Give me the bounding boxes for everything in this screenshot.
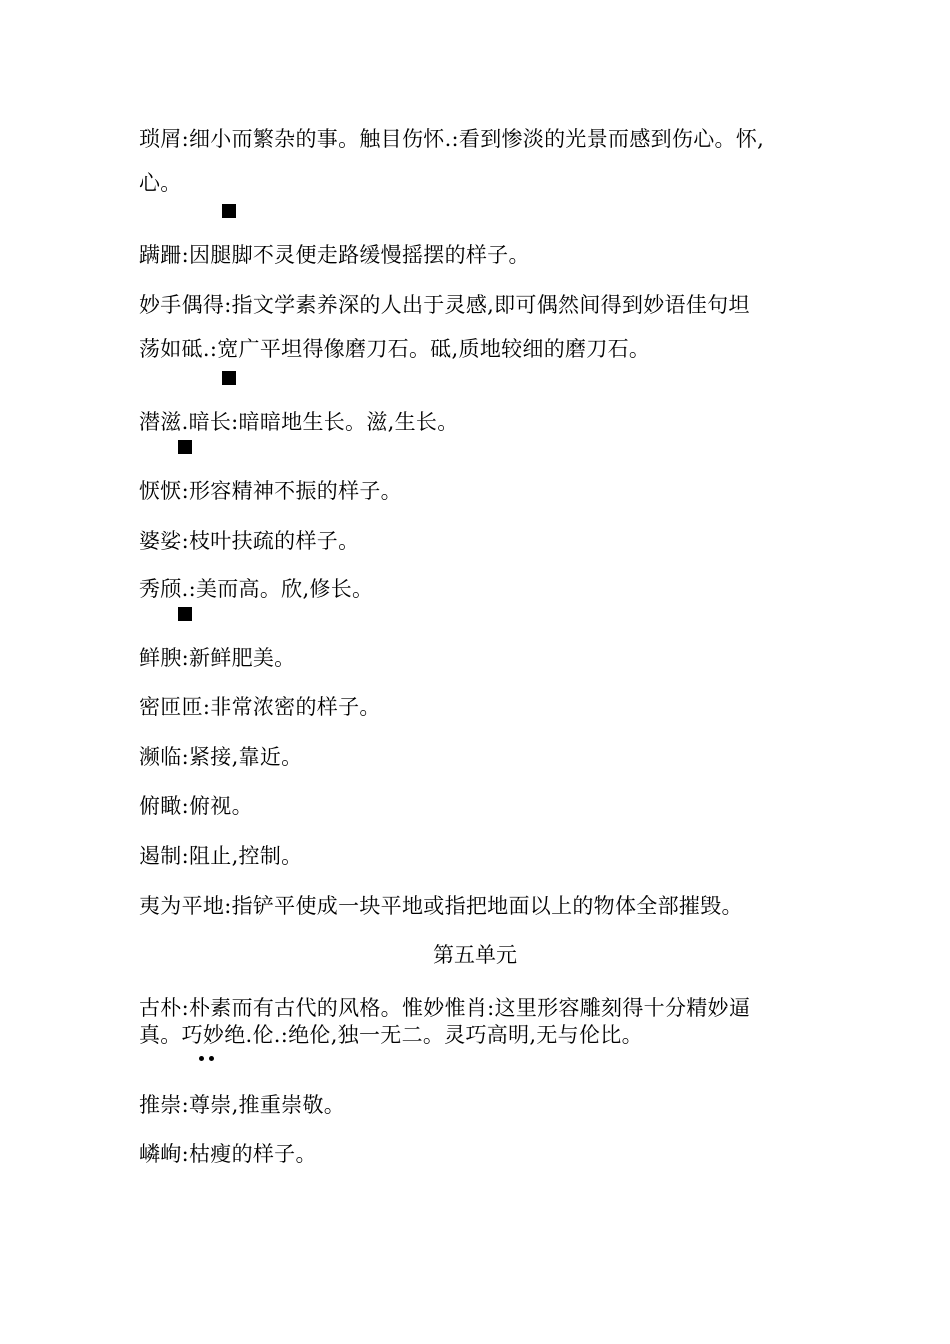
text-line: 秀颀.:美而高。欣,修长。	[139, 577, 374, 601]
text-line: 潜滋.暗长:暗暗地生长。滋,生长。	[139, 410, 459, 434]
text-line: 推崇:尊崇,推重崇敬。	[139, 1093, 346, 1117]
text-line: 俯瞰:俯视。	[139, 794, 253, 818]
text-line: 心。	[139, 171, 182, 195]
text-line: 嶙峋:枯瘦的样子。	[139, 1142, 317, 1166]
text-line: 荡如砥.:宽广平坦得像磨刀石。砥,质地较细的磨刀石。	[139, 337, 651, 361]
section-heading: 第五单元	[433, 943, 517, 967]
text-line: 濒临:紧接,靠近。	[139, 745, 303, 769]
text-line: 恹恹:形容精神不振的样子。	[139, 479, 402, 503]
text-line: 妙手偶得:指文学素养深的人出于灵感,即可偶然间得到妙语佳句坦	[139, 293, 750, 317]
text-line: 密匝匝:非常浓密的样子。	[139, 695, 381, 719]
text-line: 蹒跚:因腿脚不灵便走路缓慢摇摆的样子。	[139, 243, 530, 267]
text-line: 夷为平地:指铲平使成一块平地或指把地面以上的物体全部摧毁。	[139, 894, 743, 918]
text-line: 遏制:阻止,控制。	[139, 844, 303, 868]
square-mark-icon	[178, 607, 192, 621]
square-mark-icon	[178, 440, 192, 454]
text-line: 婆娑:枝叶扶疏的样子。	[139, 529, 360, 553]
text-line: 真。巧妙绝.伦.:绝伦,独一无二。灵巧高明,无与伦比。	[139, 1023, 643, 1047]
emphasis-dot-icon	[209, 1056, 214, 1061]
text-line: 古朴:朴素而有古代的风格。惟妙惟肖:这里形容雕刻得十分精妙逼	[139, 996, 751, 1020]
text-line: 鲜腴:新鲜肥美。	[139, 646, 296, 670]
square-mark-icon	[222, 371, 236, 385]
emphasis-dot-icon	[199, 1056, 204, 1061]
text-line: 琐屑:细小而繁杂的事。触目伤怀.:看到惨淡的光景而感到伤心。怀,	[139, 127, 765, 151]
square-mark-icon	[222, 204, 236, 218]
